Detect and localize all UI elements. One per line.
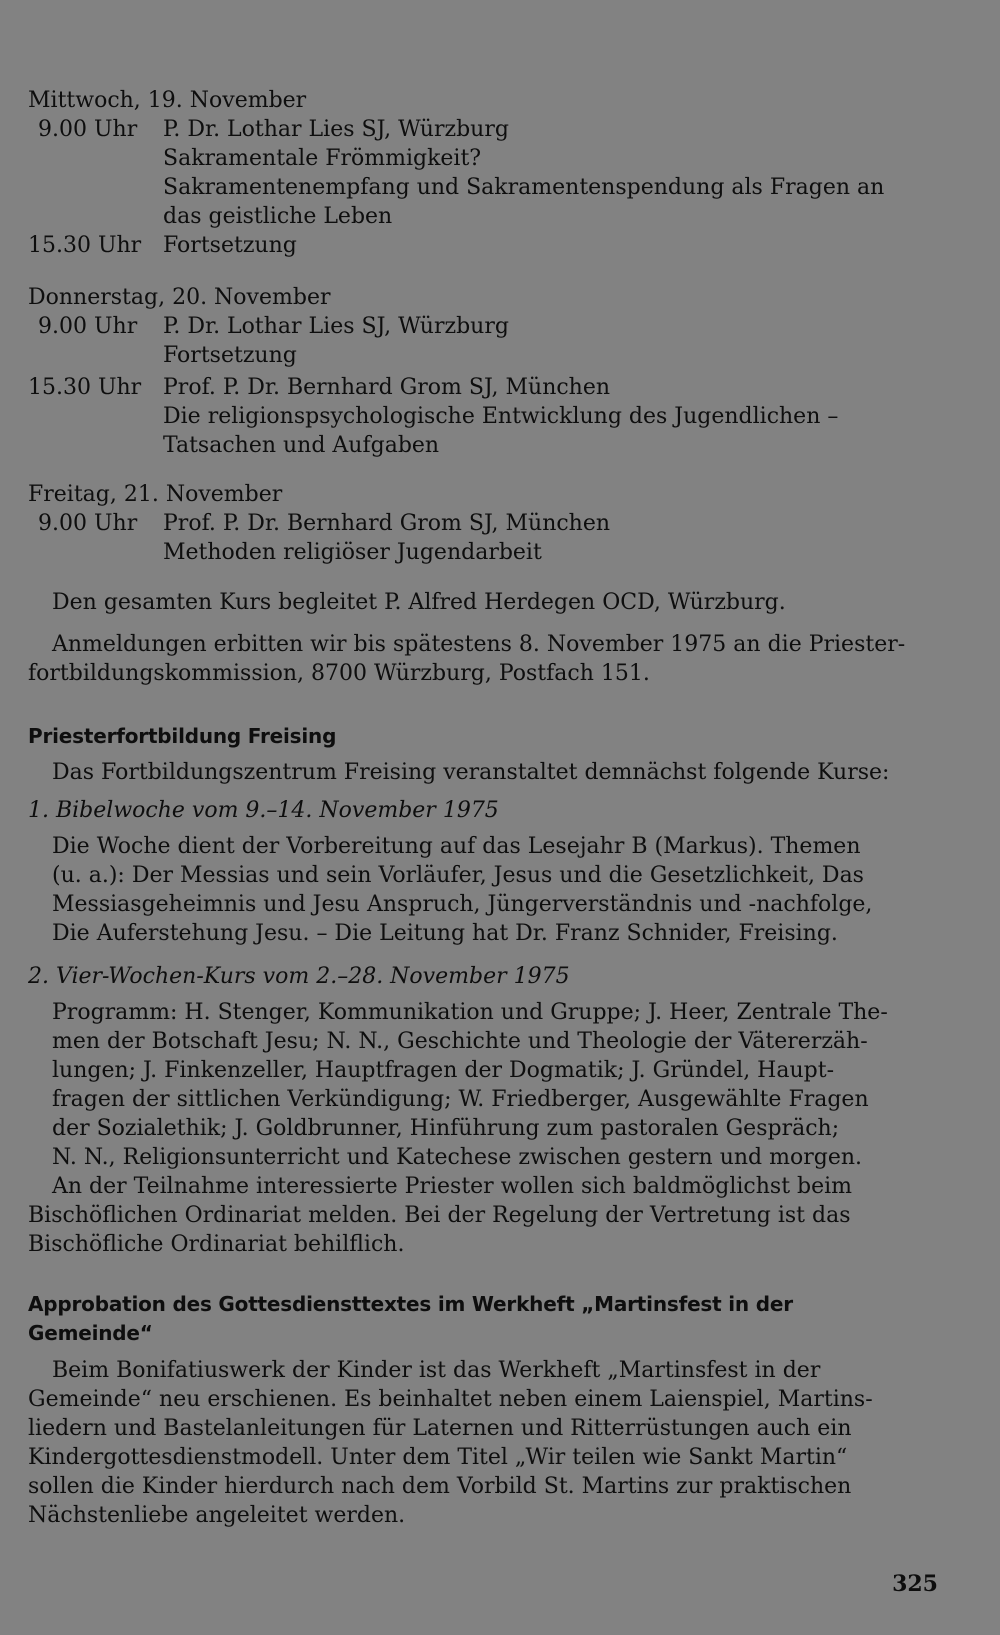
heading-line: Gemeinde“ [28,1321,153,1345]
paragraph-line: Beim Bonifatiuswerk der Kinder ist das Werkheft „Martinsfest in der [52,1358,821,1383]
section-heading-freising: Priesterfortbildung Freising [28,724,337,748]
description-line: Die Auferstehung Jesu. – Die Leitung hat Dr. Franz Schnider, Freising. [52,921,838,946]
schedule-day [28,86,940,260]
section-heading-approbation [28,1290,940,1348]
description-line: Messiasgeheimnis und Jesu Anspruch, Jüngerverständnis und -nachfolge, [52,892,873,917]
description-line: men der Botschaft Jesu; N. N., Geschichte und Theologie der Vätererzäh- [52,1029,868,1054]
approbation-paragraph [28,1356,940,1530]
schedule-slot [28,312,940,370]
paragraph-line: Nächstenliebe angeleitet werden. [28,1503,406,1528]
slot-line: Prof. P. Dr. Bernhard Grom SJ, München [163,511,611,536]
slot-line: Fortsetzung [163,343,297,368]
course-item-title: 2. Vier-Wochen-Kurs vom 2.–28. November 1975 [28,964,570,989]
day-heading: Mittwoch, 19. November [28,88,307,113]
day-heading: Freitag, 21. November [28,482,283,507]
description-line: (u. a.): Der Messias und sein Vorläufer, Jesus und die Gesetzlichkeit, Das [52,863,864,888]
day-heading: Donnerstag, 20. November [28,285,331,310]
schedule-slot [28,115,940,231]
slot-line: Prof. P. Dr. Bernhard Grom SJ, München [163,375,611,400]
slot-line: Tatsachen und Aufgaben [163,433,440,458]
course-item-title: 1. Bibelwoche vom 9.–14. November 1975 [28,798,499,823]
registration-note [28,630,940,688]
heading-line: Approbation des Gottesdiensttextes im Werkheft „Martinsfest in der [28,1292,793,1316]
registration-line: Anmeldungen erbitten wir bis spätestens 8. November 1975 an die Priester- [52,632,906,657]
paragraph-line: Gemeinde“ neu erschienen. Es beinhaltet neben einem Laienspiel, Martins- [28,1387,873,1412]
slot-time: 15.30 Uhr [28,375,142,400]
course-item-description [28,832,964,948]
slot-line: Sakramentale Frömmigkeit? [163,146,482,171]
description-line: Programm: H. Stenger, Kommunikation und Gruppe; J. Heer, Zentrale The- [52,1000,888,1025]
slot-time: 15.30 Uhr [28,233,142,258]
schedule-slot [28,373,940,460]
closing-paragraph [28,1172,940,1259]
schedule-day [28,480,940,567]
course-item-description [28,998,964,1172]
slot-time: 9.00 Uhr [38,314,138,339]
freising-intro: Das Fortbildungszentrum Freising veranstaltet demnächst folgende Kurse: [52,760,890,785]
registration-line: fortbildungskommission, 8700 Würzburg, Postfach 151. [28,661,650,686]
closing-line: Bischöfliche Ordinariat behilflich. [28,1232,405,1257]
slot-line: Sakramentenempfang und Sakramentenspendung als Fragen an [163,175,885,200]
course-leader-note: Den gesamten Kurs begleitet P. Alfred Herdegen OCD, Würzburg. [52,590,786,615]
closing-line: Bischöflichen Ordinariat melden. Bei der Regelung der Vertretung ist das [28,1203,851,1228]
schedule-day [28,283,940,460]
description-line: Die Woche dient der Vorbereitung auf das Lesejahr B (Markus). Themen [52,834,861,859]
page-number: 325 [892,1571,938,1597]
paragraph-line: liedern und Bastelanleitungen für Laternen und Ritterrüstungen auch ein [28,1416,852,1441]
schedule-slot [28,231,940,260]
description-line: fragen der sittlichen Verkündigung; W. Friedberger, Ausgewählte Fragen [52,1087,869,1112]
slot-time: 9.00 Uhr [38,117,138,142]
description-line: N. N., Religionsunterricht und Katechese zwischen gestern und morgen. [52,1145,863,1170]
closing-line: An der Teilnahme interessierte Priester wollen sich baldmöglichst beim [52,1174,853,1199]
slot-line: Die religionspsychologische Entwicklung des Jugendlichen – [163,404,839,429]
schedule-slot [28,509,940,567]
paragraph-line: Kindergottesdienstmodell. Unter dem Titel „Wir teilen wie Sankt Martin“ [28,1445,848,1470]
slot-line: P. Dr. Lothar Lies SJ, Würzburg [163,314,509,339]
description-line: lungen; J. Finkenzeller, Hauptfragen der Dogmatik; J. Gründel, Haupt- [52,1058,835,1083]
slot-line: das geistliche Leben [163,204,393,229]
description-line: der Sozialethik; J. Goldbrunner, Hinführung zum pastoralen Gespräch; [52,1116,840,1141]
slot-line: P. Dr. Lothar Lies SJ, Würzburg [163,117,509,142]
slot-time: 9.00 Uhr [38,511,138,536]
paragraph-line: sollen die Kinder hierdurch nach dem Vorbild St. Martins zur praktischen [28,1474,852,1499]
slot-line: Fortsetzung [163,233,297,258]
slot-line: Methoden religiöser Jugendarbeit [163,540,542,565]
